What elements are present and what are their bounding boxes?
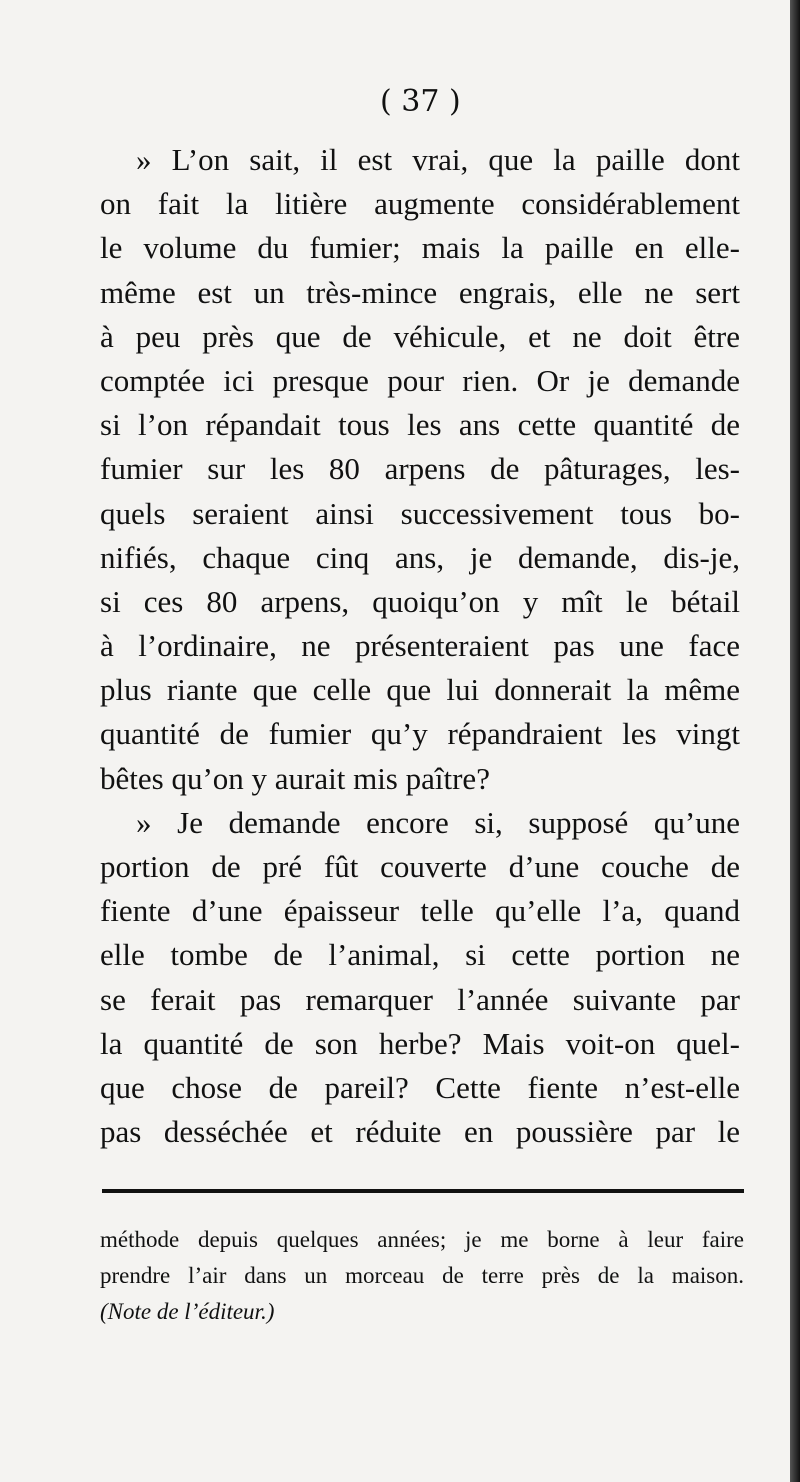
text-line: si ces 80 arpens, quoiqu’on y mît le bétail xyxy=(100,583,740,619)
text-line: se ferait pas remarquer l’année suivante par xyxy=(100,981,740,1017)
text-line: nifiés, chaque cinq ans, je demande, dis-je, xyxy=(100,539,740,575)
text-line: comptée ici presque pour rien. Or je demande xyxy=(100,362,740,398)
text-line: fumier sur les 80 arpens de pâturages, les- xyxy=(100,451,740,487)
footnote-line: méthode depuis quelques années; je me borne à leur faire xyxy=(100,1227,744,1252)
text-line: fiente d’une épaisseur telle qu’elle l’a, quand xyxy=(100,893,740,929)
text-line: » L’on sait, il est vrai, que la paille dont xyxy=(136,142,740,177)
text-line: bêtes qu’on y aurait mis paître? xyxy=(100,760,490,796)
page-number: ( 37 ) xyxy=(380,84,461,119)
text-line: même est un très-mince engrais, elle ne sert xyxy=(100,274,740,310)
text-line: pas desséchée et réduite en poussière par le xyxy=(100,1114,740,1150)
text-line: elle tombe de l’animal, si cette portion ne xyxy=(100,937,740,973)
text-line: quels seraient ainsi successivement tous bo- xyxy=(100,495,740,531)
text-line: le volume du fumier; mais la paille en elle- xyxy=(100,230,740,266)
footnote-line: prendre l’air dans un morceau de terre près de la maison. xyxy=(100,1263,744,1288)
footnote xyxy=(100,1222,744,1330)
text-line: plus riante que celle que lui donnerait la même xyxy=(100,672,740,708)
footnote-label xyxy=(100,1294,744,1330)
text-line: » Je demande encore si, supposé qu’une xyxy=(136,804,740,840)
body-text xyxy=(100,138,740,1154)
text-line: que chose de pareil? Cette fiente n’est-elle xyxy=(100,1069,740,1105)
text-line: on fait la litière augmente considérablement xyxy=(100,186,740,222)
footnote-label-text: (Note de l’éditeur.) xyxy=(100,1299,275,1324)
text-line: si l’on répandait tous les ans cette quantité de xyxy=(100,407,740,443)
text-line: quantité de fumier qu’y répandraient les vingt xyxy=(100,716,740,752)
text-line: à l’ordinaire, ne présenteraient pas une face xyxy=(100,628,740,664)
page-edge xyxy=(790,0,800,1482)
text-line: la quantité de son herbe? Mais voit-on quel- xyxy=(100,1025,740,1061)
footnote-divider xyxy=(102,1189,744,1193)
text-line: à peu près que de véhicule, et ne doit être xyxy=(100,318,740,354)
text-line: portion de pré fût couverte d’une couche de xyxy=(100,849,740,884)
